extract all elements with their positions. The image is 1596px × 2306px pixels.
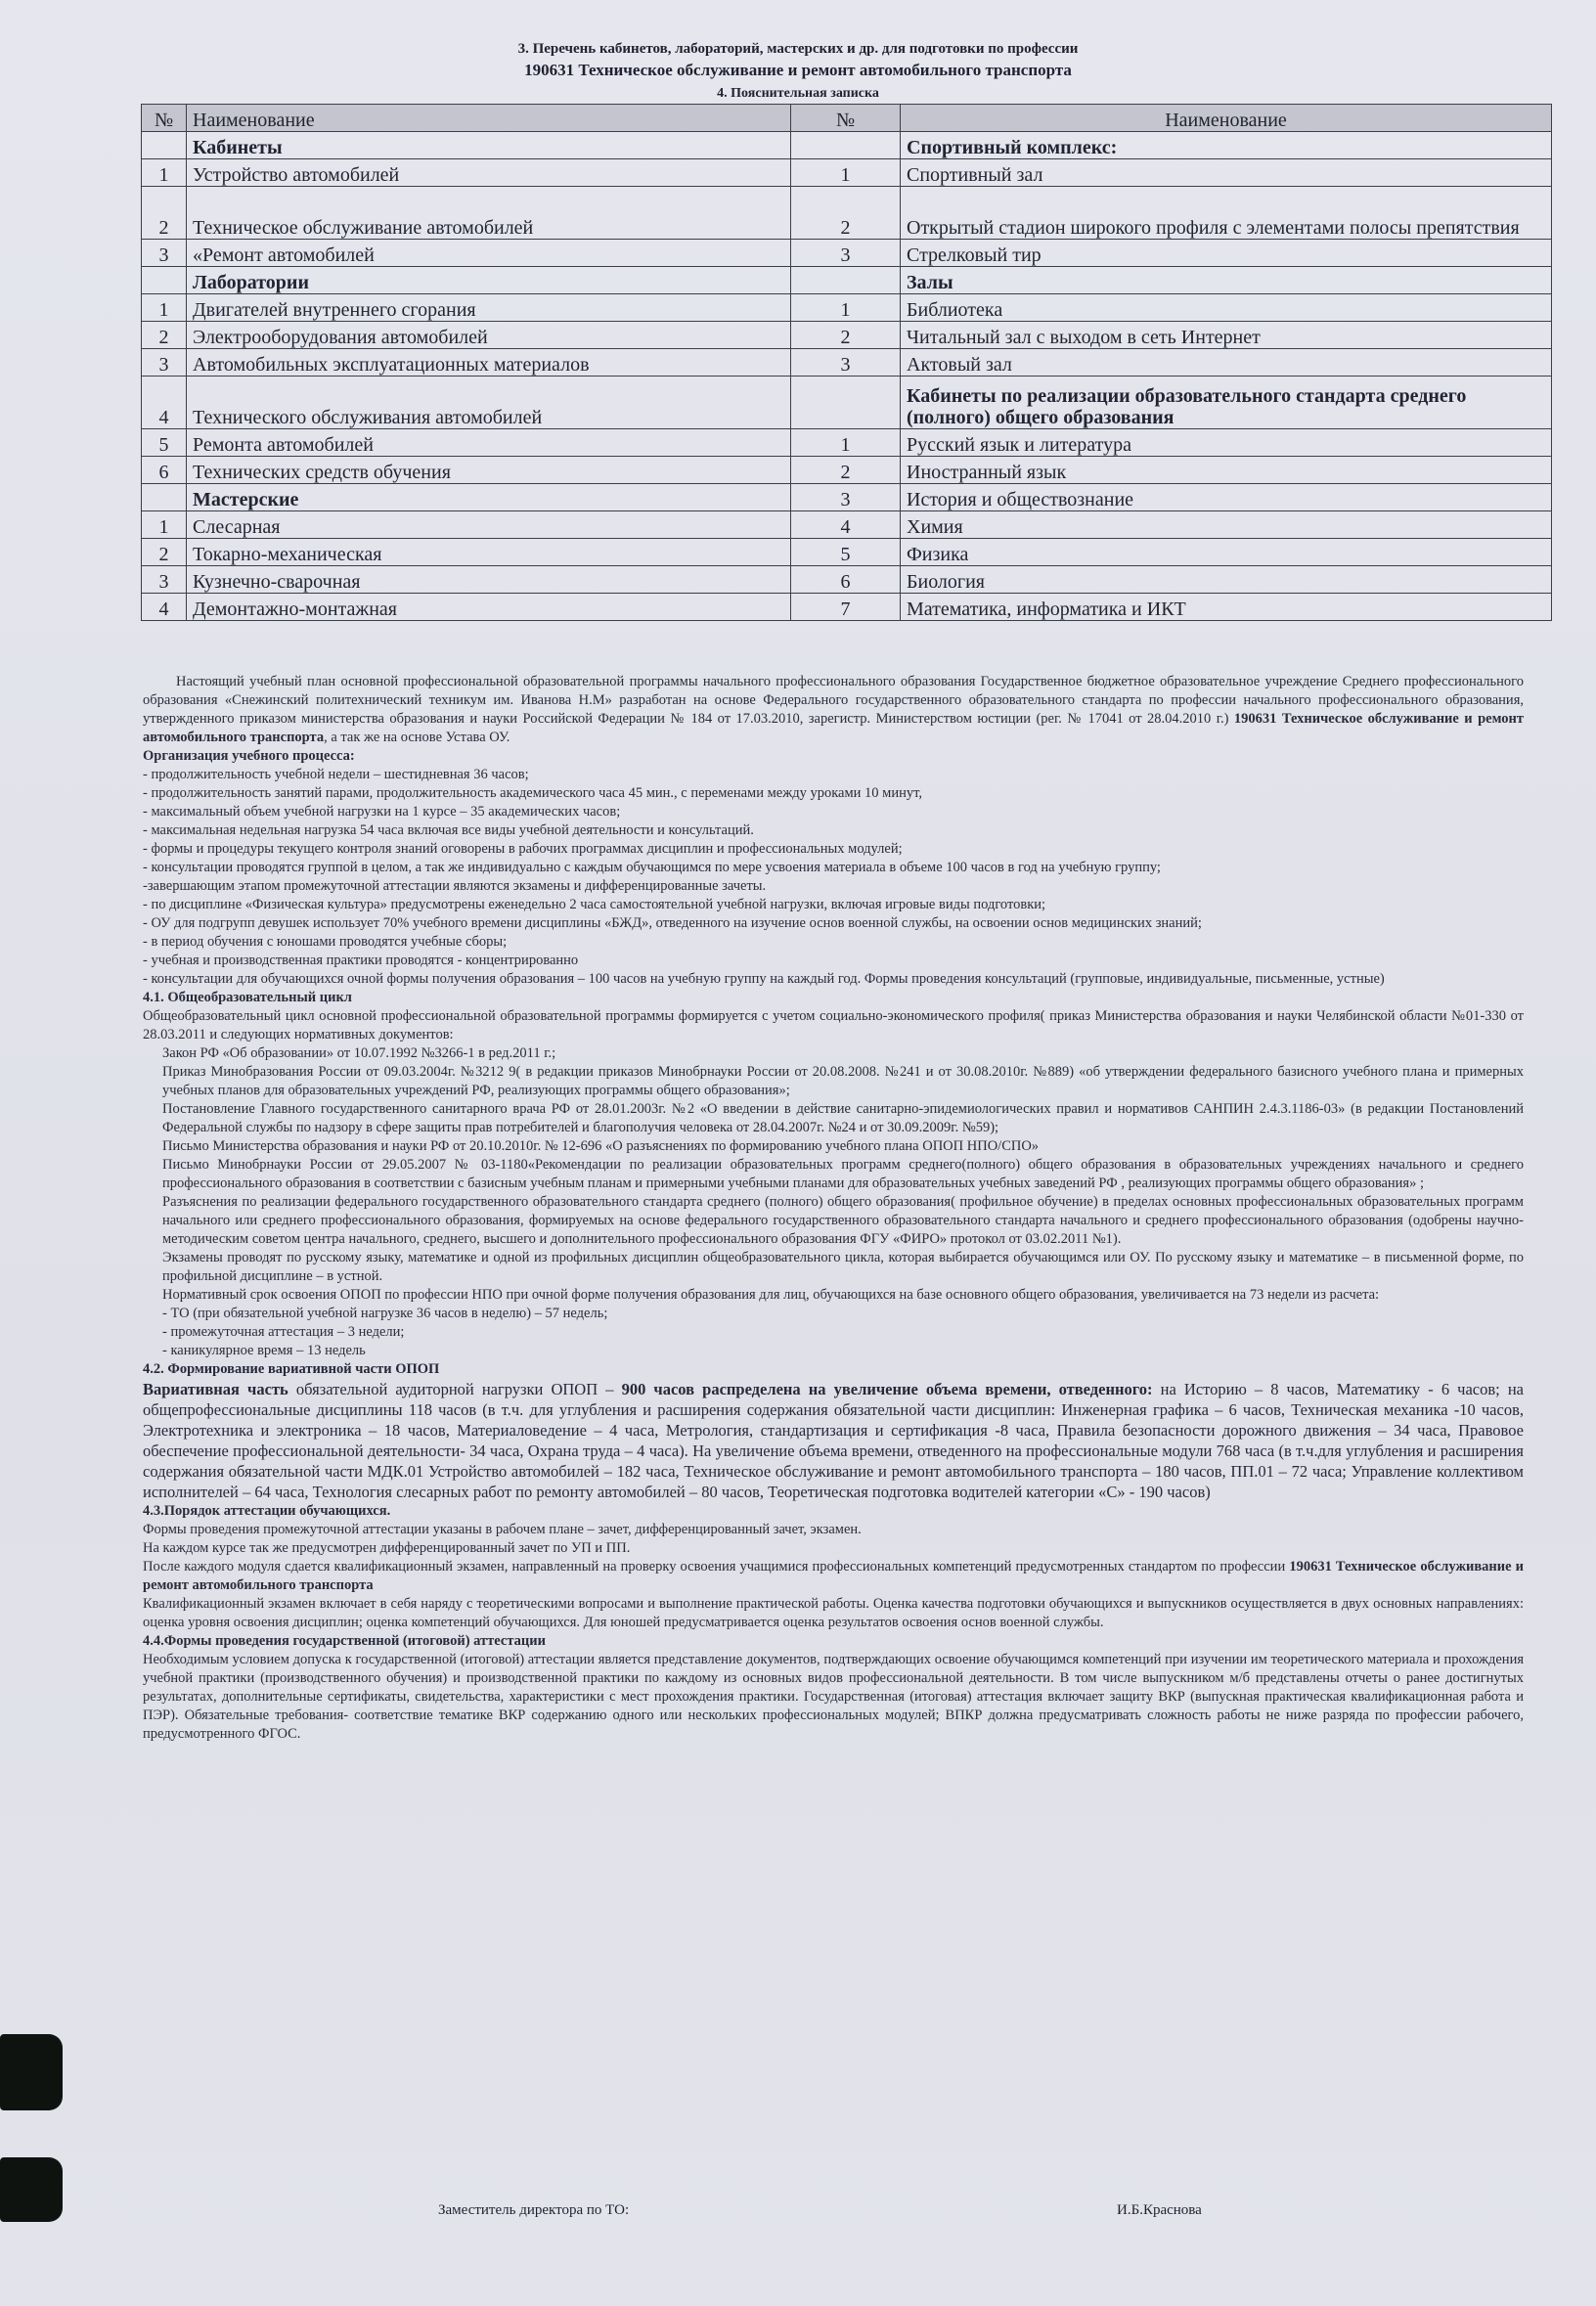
row-name-right: Кабинеты по реализации образовательного стандарта среднего (полного) общего образования — [901, 377, 1552, 429]
col-header-num-right: № — [791, 105, 901, 132]
row-name-right: Залы — [901, 267, 1552, 294]
row-num-right: 1 — [791, 429, 901, 457]
section-4-3-p4: Квалификационный экзамен включает в себя наряду с теоретическими вопросами и выполнение практической работы. Оценка качества подготовки обучающихся и выпускников осуществляется в двух основных направлениях: оценка уровня освоения дисциплин; оценка компетенций обучающихся. Для юношей предусматривается оценка результатов освоения основ военной службы. — [143, 1596, 1524, 1630]
section-4-4-title: 4.4.Формы проведения государственной (итоговой) аттестации — [143, 1633, 546, 1649]
row-name-left: Технического обслуживания автомобилей — [187, 377, 791, 429]
row-name-left: Автомобильных эксплуатационных материалов — [187, 349, 791, 377]
row-num-left: 6 — [142, 457, 187, 484]
org-item: - консультации для обучающихся очной формы получения образования – 100 часов на учебную группу на каждый год. Формы проведения консультаций (групповые, индивидуальные, письменные, устные) — [143, 971, 1385, 987]
intro-profession: 190631 Техническое обслуживание и ремонт автомобильного транспорта — [143, 711, 1524, 745]
section-4-3-p3-text: После каждого модуля сдается квалификационный экзамен, направленный на проверку освоения учащимися профессиональных компетенций предусмотренных стандартом по профессии — [143, 1559, 1290, 1574]
table-row — [142, 349, 1552, 377]
row-num-right: 6 — [791, 566, 901, 594]
table-row — [142, 566, 1552, 594]
section-4-1-title: 4.1. Общеобразовательный цикл — [143, 990, 352, 1005]
term-calc-item: - промежуточная аттестация – 3 недели; — [162, 1324, 405, 1340]
row-name-left: Кабинеты — [187, 132, 791, 159]
org-item: - в период обучения с юношами проводятся учебные сборы; — [143, 934, 508, 950]
table-row — [142, 377, 1552, 429]
org-item: - максимальный объем учебной нагрузки на 1 курсе – 35 академических часов; — [143, 804, 621, 820]
row-num-left: 2 — [142, 539, 187, 566]
row-num-right: 2 — [791, 457, 901, 484]
normative-doc-item: Письмо Министерства образования и науки РФ от 20.10.2010г. № 12-696 «О разъяснениях по формированию учебного плана ОПОП НПО/СПО» — [162, 1138, 1040, 1154]
table-row — [142, 294, 1552, 322]
row-name-right: Биология — [901, 566, 1552, 594]
row-name-right: Химия — [901, 511, 1552, 539]
row-name-right: Открытый стадион широкого профиля с элементами полосы препятствия — [901, 187, 1552, 240]
org-list — [143, 766, 1524, 989]
row-name-left: Кузнечно-сварочная — [187, 566, 791, 594]
org-title: Организация учебного процесса: — [143, 748, 355, 764]
explanatory-note-body — [143, 673, 1524, 1744]
profession-heading: 190631 Техническое обслуживание и ремонт автомобильного транспорта — [524, 61, 1072, 79]
variative-text: на Историю – 8 часов, Математику - 6 часов; на общепрофессиональные дисциплины 118 часов (в т.ч. для углубления и расширения содержания обязательной части дисциплин: Инженерная графика – 6 часов, Техническая механика -10 часов, Электротехника и электроника – 18 часов, Материаловедение – 4 часа, Метрология, стандартизация и сертификация -8 часа, Правила безопасности дорожного движения – 34 часа, Правовое обеспечение профессиональной деятельности- 34 часа, Охрана труда – 4 часа). На увеличение объема времени, отведенного на профессиональные модули 768 часа (в т.ч.для углубления и расширения содержания обязательной части МДК.01 Устройство автомобилей – 182 часа, Техническое обслуживание и ремонт автомобильного транспорта – 180 часов, ПП.01 – 72 часа; Управление коллективом исполнителей – 64 часа, Технология слесарных работ по ремонту автомобилей – 80 часов, Теоретическая подготовка водителей категории «С» - 190 часов) — [143, 1380, 1524, 1501]
facilities-table — [141, 104, 1552, 621]
binder-clip-lower — [0, 2157, 63, 2222]
normative-doc-item: Нормативный срок освоения ОПОП по профессии НПО при очной форме получения образования для лиц, обучающихся на базе основного общего образования, увеличивается на 73 недели из расчета: — [162, 1287, 1380, 1303]
normative-docs-list — [143, 1044, 1524, 1305]
variative-lead: Вариативная часть — [143, 1380, 288, 1398]
table-row — [142, 511, 1552, 539]
section-4-2-text — [143, 1379, 1524, 1502]
section-4-3-p3-profession: 190631 Техническое обслуживание и ремонт автомобильного транспорта — [143, 1559, 1524, 1593]
row-name-right: Физика — [901, 539, 1552, 566]
row-num-right: 1 — [791, 159, 901, 187]
row-name-right: История и обществознание — [901, 484, 1552, 511]
signature-role: Заместитель директора по ТО: — [438, 2202, 630, 2218]
row-num-right: 2 — [791, 322, 901, 349]
row-name-left: Устройство автомобилей — [187, 159, 791, 187]
term-calc-list — [143, 1305, 1524, 1360]
binder-clip-upper — [0, 2034, 63, 2110]
row-name-left: Двигателей внутреннего сгорания — [187, 294, 791, 322]
row-num-left — [142, 267, 187, 294]
table-row — [142, 539, 1552, 566]
row-num-right — [791, 267, 901, 294]
variative-mid: обязательной аудиторной нагрузки ОПОП – — [288, 1380, 622, 1398]
table-row — [142, 322, 1552, 349]
org-item: - максимальная недельная нагрузка 54 часа включая все виды учебной деятельности и консультаций. — [143, 822, 754, 838]
row-num-right: 2 — [791, 187, 901, 240]
term-calc-item: - каникулярное время – 13 недель — [162, 1343, 366, 1358]
row-num-right: 5 — [791, 539, 901, 566]
row-num-right: 3 — [791, 349, 901, 377]
normative-doc-item: Письмо Минобрнауки России от 29.05.2007 № 03-1180«Рекомендации по реализации образовательных программ среднего(полного) общего образования в образовательных учреждениях начального и среднего профессионального образования в соответствии с базисным учебным планам и примерными учебными планами для образовательных учебных заведений РФ , реализующих программы общего образования» ; — [162, 1157, 1524, 1191]
row-num-left: 1 — [142, 294, 187, 322]
table-row — [142, 484, 1552, 511]
org-item: -завершающим этапом промежуточной аттестации являются экзамены и дифференцированные зачеты. — [143, 878, 767, 894]
row-num-left: 4 — [142, 377, 187, 429]
table-row — [142, 187, 1552, 240]
section-4-2-title: 4.2. Формирование вариативной части ОПОП — [143, 1361, 440, 1377]
table-row — [142, 240, 1552, 267]
section-4-3-p1: Формы проведения промежуточной аттестации указаны в рабочем плане – зачет, дифференцированный зачет, экзамен. — [143, 1522, 862, 1537]
row-name-left: Мастерские — [187, 484, 791, 511]
signature-name: И.Б.Краснова — [1117, 2202, 1202, 2218]
table-row — [142, 457, 1552, 484]
row-num-left: 5 — [142, 429, 187, 457]
row-name-right: Читальный зал с выходом в сеть Интернет — [901, 322, 1552, 349]
row-num-left: 3 — [142, 566, 187, 594]
table-header-row — [142, 105, 1552, 132]
normative-doc-item: Приказ Минобразования России от 09.03.2004г. №3212 9( в редакции приказов Минобрнауки России от 20.08.2008. №241 и от 30.08.2010г. №889) «об утверждении федерального базисного учебного плана и примерных учебных планов для образовательных учреждений РФ, реализующих программы общего образования»; — [162, 1064, 1524, 1098]
row-num-left: 4 — [142, 594, 187, 621]
row-name-right: Стрелковый тир — [901, 240, 1552, 267]
row-name-left: Токарно-механическая — [187, 539, 791, 566]
row-num-left: 3 — [142, 349, 187, 377]
row-num-left: 2 — [142, 322, 187, 349]
row-name-left: Демонтажно-монтажная — [187, 594, 791, 621]
row-name-right: Библиотека — [901, 294, 1552, 322]
section-4-3-p3 — [143, 1558, 1524, 1595]
term-calc-item: - ТО (при обязательной учебной нагрузке 36 часов в неделю) – 57 недель; — [162, 1306, 608, 1321]
org-item: - учебная и производственная практики проводятся - концентрированно — [143, 953, 579, 968]
section-4-3-p2: На каждом курсе так же предусмотрен дифференцированный зачет по УП и ПП. — [143, 1540, 631, 1556]
explanatory-note-heading: 4. Пояснительная записка — [717, 86, 879, 101]
row-num-right: 1 — [791, 294, 901, 322]
row-num-right — [791, 132, 901, 159]
row-num-left: 2 — [142, 187, 187, 240]
col-header-name-right: Наименование — [901, 105, 1552, 132]
col-header-num-left: № — [142, 105, 187, 132]
row-num-right: 4 — [791, 511, 901, 539]
org-item: - по дисциплине «Физическая культура» предусмотрены еженедельно 2 часа самостоятельной учебной нагрузки, включая игровые виды подготовки; — [143, 897, 1046, 912]
row-name-left: Лаборатории — [187, 267, 791, 294]
variative-lead2: 900 часов распределена на увеличение объема времени, отведенного: — [621, 1380, 1153, 1398]
col-header-name-left: Наименование — [187, 105, 791, 132]
org-item: - формы и процедуры текущего контроля знаний оговорены в рабочих программах дисциплин и профессиональных модулей; — [143, 841, 903, 857]
row-num-left — [142, 484, 187, 511]
section-4-4-text: Необходимым условием допуска к государственной (итоговой) аттестации является представление документов, подтверждающих освоение обучающимся компетенций при изучении им теоретического материала и прохождения учебной практики (производственного обучения) и производственной практики по каждому из основных видов профессиональной деятельности. В том числе выпускником м/б представлены отчеты о ранее достигнутых результатах, дополнительные сертификаты, свидетельства, характеристики с мест прохождения практики. Государственная (итоговая) аттестация включает защиту ВКР (выпускная практическая квалификационная работа и ПЭР). Обязательные требования- соответствие тематике ВКР содержанию одного или нескольких профессиональных модулей; ВПКР должна предусматривать сложность работы не ниже разряда по профессии рабочего, предусмотренного ФГОС. — [143, 1652, 1524, 1742]
row-num-right: 3 — [791, 484, 901, 511]
table-row — [142, 429, 1552, 457]
table-row — [142, 132, 1552, 159]
org-item: - консультации проводятся группой в целом, а так же индивидуально с каждым обучающимся по мере усвоения материала в объеме 100 часов в год на учебную группу; — [143, 860, 1161, 875]
row-name-left: Техническое обслуживание автомобилей — [187, 187, 791, 240]
row-num-right: 3 — [791, 240, 901, 267]
row-num-right: 7 — [791, 594, 901, 621]
section-4-1-intro: Общеобразовательный цикл основной профессиональной образовательной программы формируется с учетом социально-экономического профиля( приказ Министерства образования и науки Челябинской области №01-330 от 28.03.2011 и следующих нормативных документов: — [143, 1008, 1524, 1042]
row-name-right: Математика, информатика и ИКТ — [901, 594, 1552, 621]
row-name-left: Ремонта автомобилей — [187, 429, 791, 457]
row-name-left: Слесарная — [187, 511, 791, 539]
section-4-2 — [143, 1360, 1524, 1502]
row-name-right: Актовый зал — [901, 349, 1552, 377]
row-num-left — [142, 132, 187, 159]
table-row — [142, 594, 1552, 621]
row-num-left: 1 — [142, 159, 187, 187]
row-name-left: «Ремонт автомобилей — [187, 240, 791, 267]
intro-tail: , а так же на основе Устава ОУ. — [324, 730, 510, 745]
table-row — [142, 159, 1552, 187]
row-name-right: Иностранный язык — [901, 457, 1552, 484]
normative-doc-item: Постановление Главного государственного санитарного врача РФ от 28.01.2003г. №2 «О введении в действие санитарно-эпидемиологических правил и нормативов САНПИН 2.4.3.1186-03» (в редакции Постановлений Федеральной службы по надзору в сфере защиты прав потребителей и благополучия человека от 28.04.2007г. №24 и от 30.09.2009г. №59); — [162, 1101, 1524, 1135]
normative-doc-item: Закон РФ «Об образовании» от 10.07.1992 №3266-1 в ред.2011 г.; — [162, 1045, 556, 1061]
row-name-right: Спортивный комплекс: — [901, 132, 1552, 159]
document-heading-list: 3. Перечень кабинетов, лабораторий, мастерских и др. для подготовки по профессии — [517, 41, 1079, 57]
intro-text: Настоящий учебный план основной профессиональной образовательной программы начального профессионального образования Государственное бюджетное образовательное учреждение Среднего профессионального образования «Снежинский политехнический техникум им. Иванова Н.М» разработан на основе Федерального государственного образовательного стандарта по профессии начального профессионального образования, утвержденного приказом министерства образования и науки Российской Федерации № 184 от 17.03.2010, зарегистр. Министерством юстиции (рег. № 17041 от 28.04.2010 г.) — [143, 674, 1524, 727]
row-num-left: 1 — [142, 511, 187, 539]
row-num-right — [791, 377, 901, 429]
normative-doc-item: Разъяснения по реализации федерального государственного образовательного стандарта среднего (полного) общего образования( профильное обучение) в пределах основных профессиональных образовательных программ начального или среднего профессионального образования, формируемых на основе федерального государственного образовательного стандарта начального и среднего профессионального образования (одобрены научно-методическим советом центра начального, среднего, высшего и дополнительного профессионального образования ФГУ «ФИРО» протокол от 03.02.2011 №1). — [162, 1194, 1524, 1247]
section-4-3-title: 4.3.Порядок аттестации обучающихся. — [143, 1503, 391, 1519]
org-item: - ОУ для подгрупп девушек использует 70% учебного времени дисциплины «БЖД», отведенного на изучение основ военной службы, на освоении основ медицинских знаний; — [143, 915, 1202, 931]
row-num-left: 3 — [142, 240, 187, 267]
row-name-left: Электрооборудования автомобилей — [187, 322, 791, 349]
org-item: - продолжительность учебной недели – шестидневная 36 часов; — [143, 767, 529, 782]
table-row — [142, 267, 1552, 294]
normative-doc-item: Экзамены проводят по русскому языку, математике и одной из профильных дисциплин общеобразовательного цикла, которая выбирается обучающимся или ОУ. По русскому языку и математике – в письменной форме, по профильной дисциплине – в устной. — [162, 1250, 1524, 1284]
row-name-right: Русский язык и литература — [901, 429, 1552, 457]
row-name-left: Технических средств обучения — [187, 457, 791, 484]
org-item: - продолжительность занятий парами, продолжительность академического часа 45 мин., с переменами между уроками 10 минут, — [143, 785, 922, 801]
row-name-right: Спортивный зал — [901, 159, 1552, 187]
intro-paragraph — [143, 673, 1524, 747]
